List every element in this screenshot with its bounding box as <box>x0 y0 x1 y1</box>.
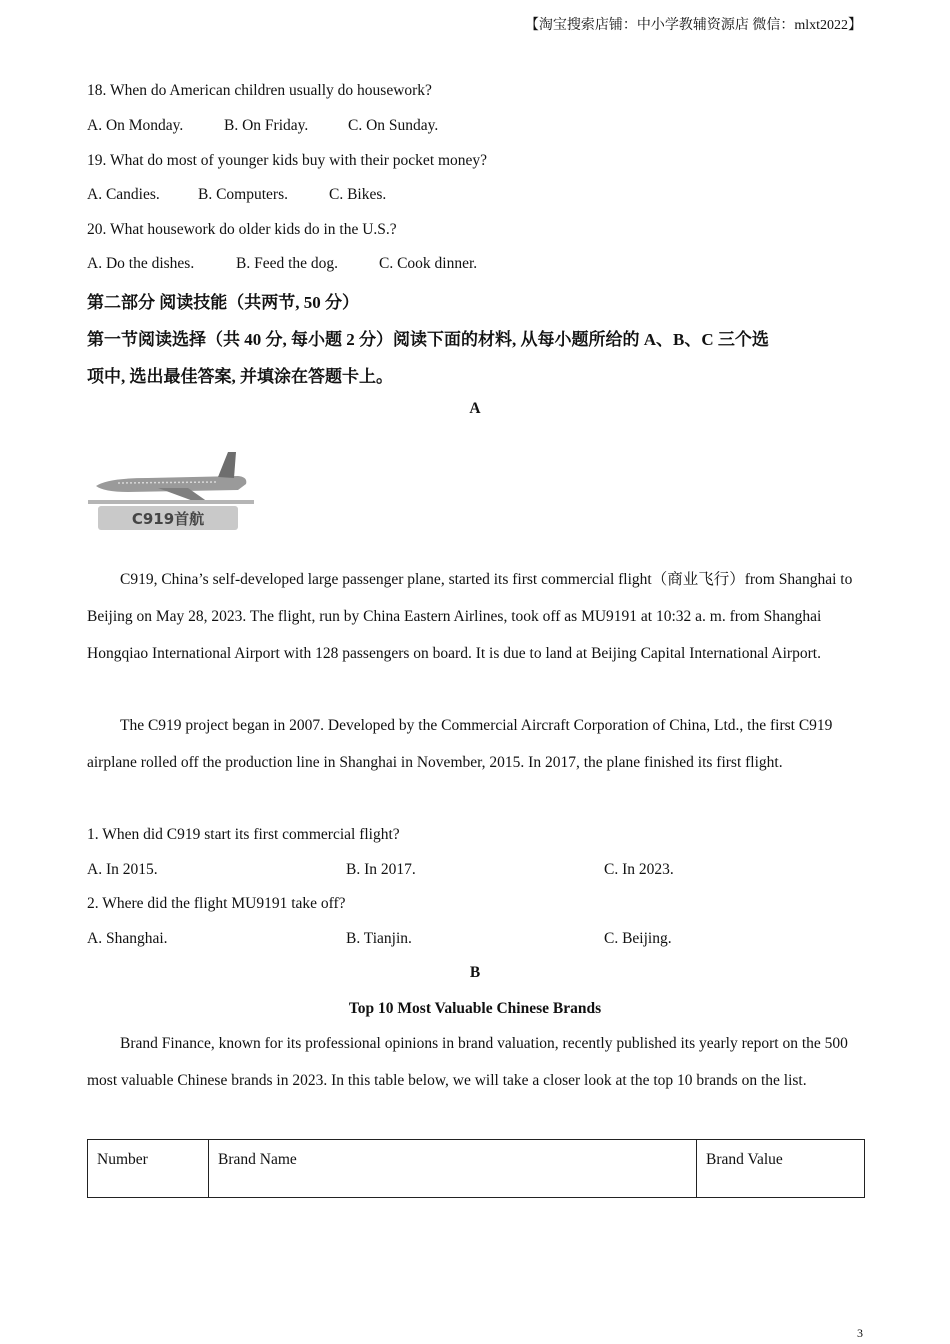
question-19: 19. What do most of younger kids buy with their pocket money? <box>87 152 488 169</box>
question-1: 1. When did C919 start its first commercial flight? <box>87 826 400 843</box>
part2-instruction-line1: 第一节阅读选择（共 40 分, 每小题 2 分）阅读下面的材料, 从每小题所给的 A、B、C 三个选 <box>87 330 769 349</box>
section-b-letter: B <box>469 964 481 981</box>
option-18-a: A. On Monday. <box>87 117 184 134</box>
option-20-a: A. Do the dishes. <box>87 255 195 272</box>
passage-a-paragraph-2: The C919 project began in 2007. Developed by the Commercial Aircraft Corporation of China, Ltd., the first C919 airplane rolled off the production line in Shanghai in November, 2015. In 2017, the plane finished its first flight. <box>87 717 833 771</box>
question-20: 20. What housework do older kids do in the U.S.? <box>87 221 397 238</box>
image-caption: C919首航 <box>131 510 205 528</box>
page-header-watermark: 【淘宝搜索店铺：中小学教辅资源店 微信：mlxt2022】 <box>524 18 862 33</box>
option-19-c: C. Bikes. <box>329 186 387 203</box>
airplane-photo-icon <box>88 444 254 540</box>
page-number: 3 <box>857 1326 863 1340</box>
brand-table <box>87 1139 865 1198</box>
question-18: 18. When do American children usually do housework? <box>87 82 432 99</box>
option-19-a: A. Candies. <box>87 186 160 203</box>
part2-heading: 第二部分 阅读技能（共两节, 50 分） <box>87 293 359 312</box>
section-a-letter: A <box>469 400 481 417</box>
option-20-c: C. Cook dinner. <box>379 255 478 272</box>
option-1-b: B. In 2017. <box>346 861 416 878</box>
option-18-c: C. On Sunday. <box>348 117 439 134</box>
option-2-c: C. Beijing. <box>604 930 672 947</box>
table-header-number: Number <box>88 1140 209 1198</box>
table-header-brand-name: Brand Name <box>209 1140 697 1198</box>
option-20-b: B. Feed the dog. <box>236 255 339 272</box>
option-18-b: B. On Friday. <box>224 117 309 134</box>
option-19-b: B. Computers. <box>198 186 288 203</box>
option-2-b: B. Tianjin. <box>346 930 412 947</box>
table-header-brand-value: Brand Value <box>697 1140 865 1198</box>
passage-a-paragraph-1: C919, China’s self-developed large passenger plane, started its first commercial flight（商业飞行）from Shanghai to Beijing on May 28, 2023. The flight, run by China Eastern Airlines, took off as MU9191 at 10:32 a. m. from Shanghai Hongqiao International Airport with 128 passengers on board. It is due to land at Beijing Capital International Airport. <box>87 571 853 662</box>
option-1-a: A. In 2015. <box>87 861 158 878</box>
part2-instruction-line2: 项中, 选出最佳答案, 并填涂在答题卡上。 <box>87 367 393 386</box>
passage-b-paragraph: Brand Finance, known for its professional opinions in brand valuation, recently published its yearly report on the 500 most valuable Chinese brands in 2023. In this table below, we will take a closer look at the top 10 brands on the list. <box>87 1035 848 1089</box>
table-header-row <box>88 1140 865 1198</box>
question-2: 2. Where did the flight MU9191 take off? <box>87 895 346 912</box>
section-b-title: Top 10 Most Valuable Chinese Brands <box>348 1000 602 1017</box>
option-1-c: C. In 2023. <box>604 861 674 878</box>
option-2-a: A. Shanghai. <box>87 930 168 947</box>
